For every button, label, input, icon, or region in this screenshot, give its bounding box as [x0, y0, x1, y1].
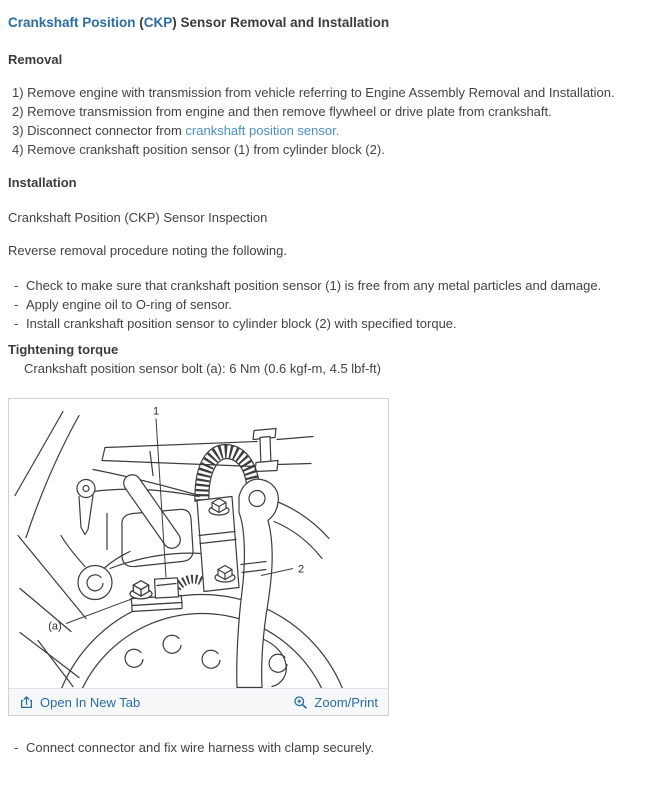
note-text: Apply engine oil to O-ring of sensor. — [26, 297, 232, 312]
final-note-text: Connect connector and fix wire harness with clamp securely. — [26, 740, 375, 755]
bullet-dash: - — [14, 297, 19, 312]
title-separator: ( — [135, 15, 144, 30]
note-text: Check to make sure that crankshaft position sensor (1) is free from any metal particles and damage. — [26, 278, 602, 293]
open-in-new-tab-label: Open In New Tab — [40, 694, 141, 710]
title-link-ckp[interactable]: CKP — [143, 15, 173, 30]
label-sensor-1: 1 — [152, 405, 160, 418]
tightening-torque-heading: Tightening torque — [8, 342, 119, 357]
label-cylinder-block-2: 2 — [298, 563, 305, 576]
installation-notes — [8, 276, 652, 333]
inspection-line: Crankshaft Position (CKP) Sensor Inspection — [8, 210, 268, 225]
open-in-new-icon — [19, 695, 34, 710]
note-text: Install crankshaft position sensor to cylinder block (2) with specified torque. — [26, 316, 457, 331]
removal-step-3-text: 3) Disconnect connector from — [12, 123, 186, 138]
engine-boss-upper — [77, 480, 95, 535]
removal-step-1: 1) Remove engine with transmission from vehicle referring to Engine Assembly Removal and Installation. — [12, 85, 615, 100]
removal-heading: Removal — [8, 52, 63, 67]
open-in-new-tab-link[interactable] — [19, 693, 140, 712]
torque-spec-line: Crankshaft position sensor bolt (a): 6 Nm (0.6 kgf-m, 4.5 lbf-ft) — [24, 361, 381, 376]
sensor-figure-panel — [8, 398, 389, 716]
removal-step-2: 2) Remove transmission from engine and then remove flywheel or drive plate from crankshaft. — [12, 104, 552, 119]
zoom-print-label: Zoom/Print — [314, 694, 378, 710]
zoom-print-link[interactable] — [293, 693, 378, 712]
bullet-dash: - — [14, 278, 19, 293]
sensor-connector-assembly — [130, 578, 182, 612]
note-item — [8, 314, 652, 333]
sensor-diagram — [9, 399, 388, 688]
removal-step-3 — [12, 121, 652, 140]
label-bolt-a: (a) — [48, 620, 62, 633]
removal-steps — [8, 83, 652, 159]
installation-heading: Installation — [8, 175, 77, 190]
sensor-bracket-plate — [197, 497, 239, 592]
bullet-dash: - — [14, 740, 19, 755]
page-title — [8, 13, 652, 32]
mounting-arm — [237, 479, 287, 687]
note-item — [8, 276, 652, 295]
flange-arcs — [269, 499, 329, 559]
title-separator: ) — [172, 15, 181, 30]
note-item — [8, 295, 652, 314]
crankshaft-bore-circles — [50, 595, 354, 689]
final-note — [8, 738, 652, 757]
bracket-rod — [120, 471, 183, 551]
sensor-flange-bolt — [130, 581, 152, 599]
crankshaft-position-sensor-link[interactable]: crankshaft position sensor. — [185, 123, 340, 138]
engine-boss-lower — [78, 566, 112, 600]
title-rest: Sensor Removal and Installation — [180, 15, 390, 30]
bullet-dash: - — [14, 316, 19, 331]
removal-step-4: 4) Remove crankshaft position sensor (1) from cylinder block (2). — [12, 142, 385, 157]
title-link-crankshaft-position[interactable]: Crankshaft Position — [8, 15, 136, 30]
figure-toolbar — [9, 688, 388, 715]
zoom-magnifier-icon — [293, 695, 308, 710]
reverse-procedure-line: Reverse removal procedure noting the following. — [8, 243, 287, 258]
